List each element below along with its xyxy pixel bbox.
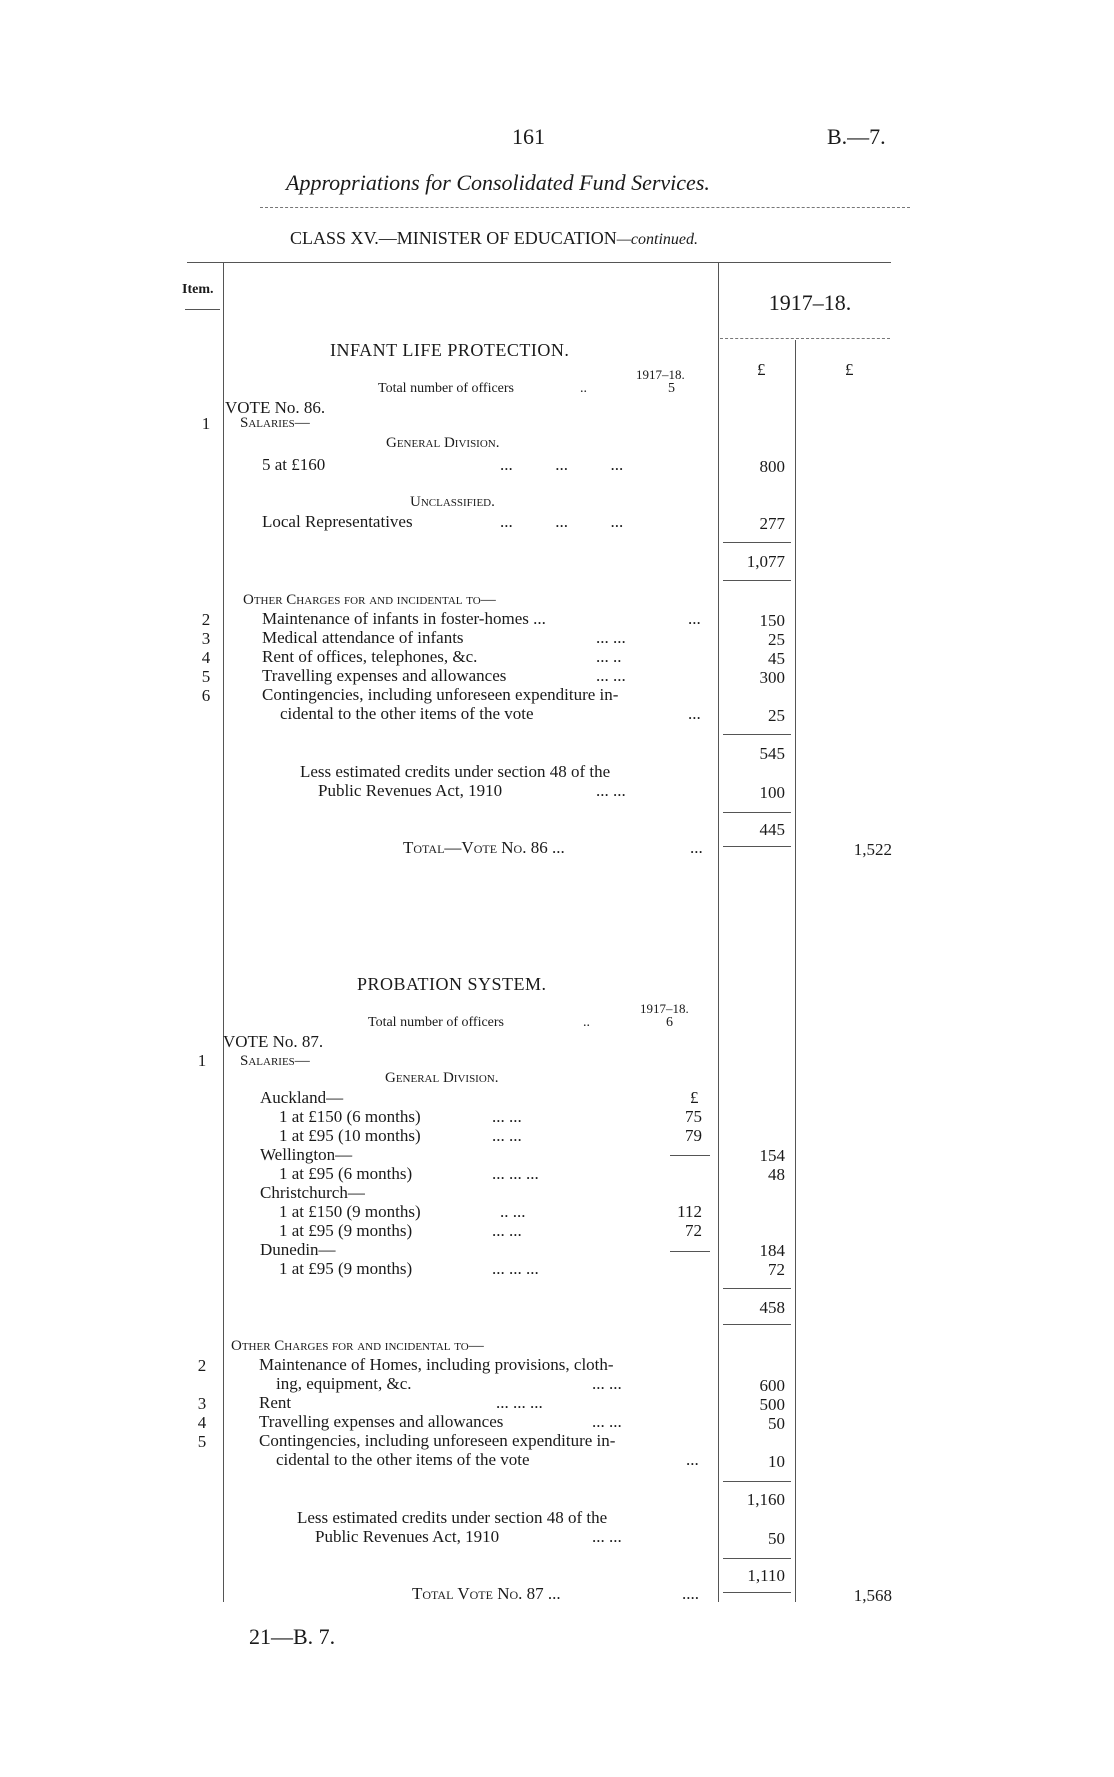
probation-christchurch-rule [670,1251,710,1252]
infant-charge-dots: ... .. [596,647,622,666]
year-header-rule [720,338,890,339]
probation-christchurch-dots: .. ... [500,1202,526,1221]
infant-charge-amount: 300 [759,668,785,687]
probation-contingencies-dots: ... [686,1450,699,1469]
infant-other-charges-heading: Other Charges for and incidental to— [243,592,496,608]
infant-charge-no: 4 [201,648,211,667]
infant-salaries-total: 1,077 [746,552,785,571]
infant-charge-text: Medical attendance of infants [262,628,464,647]
probation-section-heading: PROBATION SYSTEM. [357,974,547,994]
item-column-divider [223,262,224,1602]
infant-salaries-total-rule [723,580,791,581]
infant-charge-text: Travelling expenses and allowances [262,666,507,685]
infant-local-line: Local Representatives [262,512,413,531]
class-continued: —continued. [616,231,699,248]
class-heading [290,228,698,249]
probation-charges-rule [723,1481,791,1482]
probation-dunedin-dots: ... ... ... [492,1259,539,1278]
probation-auckland-rule [670,1155,710,1156]
probation-contingencies-line2: cidental to the other items of the vote [276,1450,530,1469]
probation-less-credits-dots: ... ... [592,1527,622,1546]
probation-charge-amount: 500 [759,1395,785,1414]
probation-wellington-amount: 48 [768,1165,785,1184]
signature-mark: 21—B. 7. [249,1624,336,1649]
probation-auckland: Auckland— [260,1088,344,1107]
probation-less-credits-line1: Less estimated credits under section 48 of the [297,1508,608,1527]
subtotal-column-divider [795,340,796,1602]
probation-vote-number: VOTE No. 87. [223,1032,324,1051]
infant-less-credits-amount: 100 [759,783,785,802]
probation-dunedin-line: 1 at £95 (9 months) [279,1259,413,1278]
probation-christchurch-line: 1 at £150 (9 months) [279,1202,421,1221]
infant-charge-no: 3 [201,629,211,648]
infant-contingencies-amount: 25 [768,706,785,725]
probation-contingencies-amount: 10 [768,1452,785,1471]
probation-dunedin-amount: 72 [768,1260,785,1279]
probation-auckland-dots: ... ... [492,1107,522,1126]
probation-wellington-dots: ... ... ... [492,1164,539,1183]
infant-officers-label: Total number of officers [378,381,514,396]
class-heading-text: CLASS XV.—MINISTER OF EDUCATION [290,228,617,248]
infant-contingencies-dots: ... [688,704,701,723]
infant-charges-subtotal: 545 [759,744,785,763]
probation-auckland-line: 1 at £95 (10 months) [279,1126,421,1145]
probation-charges-subtotal: 1,160 [746,1490,785,1509]
infant-charge-no: 5 [201,667,211,686]
probation-pound-sign: £ [690,1088,699,1107]
infant-vote-total: 1,522 [853,840,892,859]
infant-less-credits-dots: ... ... [596,781,626,800]
probation-net-rule [723,1558,791,1559]
page-title: Appropriations for Consolidated Fund Services. [286,170,710,195]
probation-christchurch-line: 1 at £95 (9 months) [279,1221,413,1240]
infant-officers-count: 5 [668,381,675,396]
probation-christchurch-amount: 112 [677,1202,702,1221]
infant-total-label: Total—Vote No. 86 ... [403,838,565,857]
infant-local-dots: ... ... ... [500,512,624,531]
infant-general-division: General Division. [386,435,500,451]
infant-general-dots: ... ... ... [500,455,624,474]
probation-salaries-total-rule [723,1324,791,1325]
probation-total-label: Total Vote No. 87 ... [412,1584,561,1603]
probation-general-division: General Division. [385,1070,499,1086]
infant-section-heading: INFANT LIFE PROTECTION. [330,340,570,360]
probation-officers-year: 1917–18. [640,1001,689,1016]
infant-vote-number: VOTE No. 86. [225,398,326,417]
table-top-rule [187,262,891,263]
infant-item-1: 1 [201,414,211,433]
infant-general-line: 5 at £160 [262,455,326,474]
probation-auckland-dots: ... ... [492,1126,522,1145]
probation-charge-dots: ... ... ... [496,1393,543,1412]
probation-auckland-amount: 75 [685,1107,702,1126]
infant-charge-amount: 150 [759,611,785,630]
infant-contingencies-no: 6 [201,686,211,705]
probation-charge-no: 4 [197,1413,207,1432]
probation-maintenance-dots: ... ... [592,1374,622,1393]
probation-contingencies-no: 5 [197,1432,207,1451]
probation-officers-dots: .. [583,1015,590,1030]
infant-charge-text: Maintenance of infants in foster-homes ... [262,609,546,628]
infant-charges-rule [723,734,791,735]
infant-officers-year: 1917–18. [636,367,685,382]
infant-local-amount: 277 [759,514,785,533]
year-column-header: 1917–18. [768,290,852,315]
probation-less-credits-amount: 50 [768,1529,785,1548]
probation-maintenance-no: 2 [197,1356,207,1375]
infant-contingencies-line2: cidental to the other items of the vote [280,704,534,723]
item-column-label: Item. [182,282,214,297]
infant-charge-no: 2 [201,610,211,629]
infant-less-credits-line2: Public Revenues Act, 1910 [318,781,503,800]
infant-net-rule [723,812,791,813]
probation-christchurch-total: 184 [759,1241,785,1260]
infant-general-amount: 800 [759,457,785,476]
probation-officers-label: Total number of officers [368,1015,504,1030]
probation-item-1: 1 [197,1051,207,1070]
probation-charge-amount: 50 [768,1414,785,1433]
probation-contingencies-line1: Contingencies, including unforeseen expenditure in- [259,1431,616,1450]
probation-christchurch-dots: ... ... [492,1221,522,1240]
infant-charge-amount: 45 [768,649,785,668]
currency-left-header: £ [757,360,766,379]
infant-charge-amount: 25 [768,630,785,649]
probation-christchurch: Christchurch— [260,1183,365,1202]
infant-charge-dots: ... ... [596,628,626,647]
probation-maintenance-line1: Maintenance of Homes, including provisions, cloth- [259,1355,614,1374]
probation-christchurch-amount: 72 [685,1221,702,1240]
probation-auckland-amount: 79 [685,1126,702,1145]
infant-net-total-rule [723,846,791,847]
probation-officers-count: 6 [666,1015,673,1030]
probation-dunedin: Dunedin— [260,1240,336,1259]
page-number: 161 [512,124,545,149]
probation-maintenance-amount: 600 [759,1376,785,1395]
infant-charge-dots: ... [688,609,701,628]
infant-charge-dots: ... ... [596,666,626,685]
probation-total-dots: .... [682,1584,699,1603]
probation-wellington: Wellington— [260,1145,353,1164]
probation-charge-text: Rent [259,1393,292,1412]
currency-right-header: £ [845,360,854,379]
probation-charge-text: Travelling expenses and allowances [259,1412,504,1431]
probation-maintenance-line2: ing, equipment, &c. [276,1374,412,1393]
infant-contingencies-line1: Contingencies, including unforeseen expenditure in- [262,685,619,704]
probation-auckland-line: 1 at £150 (6 months) [279,1107,421,1126]
infant-net-amount: 445 [759,820,785,839]
infant-charge-text: Rent of offices, telephones, &c. [262,647,478,666]
probation-charge-dots: ... ... [592,1412,622,1431]
probation-auckland-total: 154 [759,1146,785,1165]
probation-net-amount: 1,110 [747,1566,785,1585]
title-rule [260,207,910,208]
probation-less-credits-line2: Public Revenues Act, 1910 [315,1527,500,1546]
infant-salaries-label: Salaries— [240,415,310,431]
item-header-rule [185,309,220,310]
infant-total-dots: ... [690,838,703,857]
infant-less-credits-line1: Less estimated credits under section 48 of the [300,762,611,781]
probation-salaries-rule [723,1288,791,1289]
probation-net-total-rule [723,1592,791,1593]
probation-other-charges-heading: Other Charges for and incidental to— [231,1338,484,1354]
infant-salaries-rule [723,542,791,543]
probation-salaries-label: Salaries— [240,1053,310,1069]
probation-salaries-total: 458 [759,1298,785,1317]
infant-unclassified: Unclassified. [410,494,495,510]
document-reference: B.—7. [827,124,886,149]
infant-officers-dots: .. [580,381,587,396]
probation-charge-no: 3 [197,1394,207,1413]
probation-wellington-line: 1 at £95 (6 months) [279,1164,413,1183]
probation-vote-total: 1,568 [853,1586,892,1605]
